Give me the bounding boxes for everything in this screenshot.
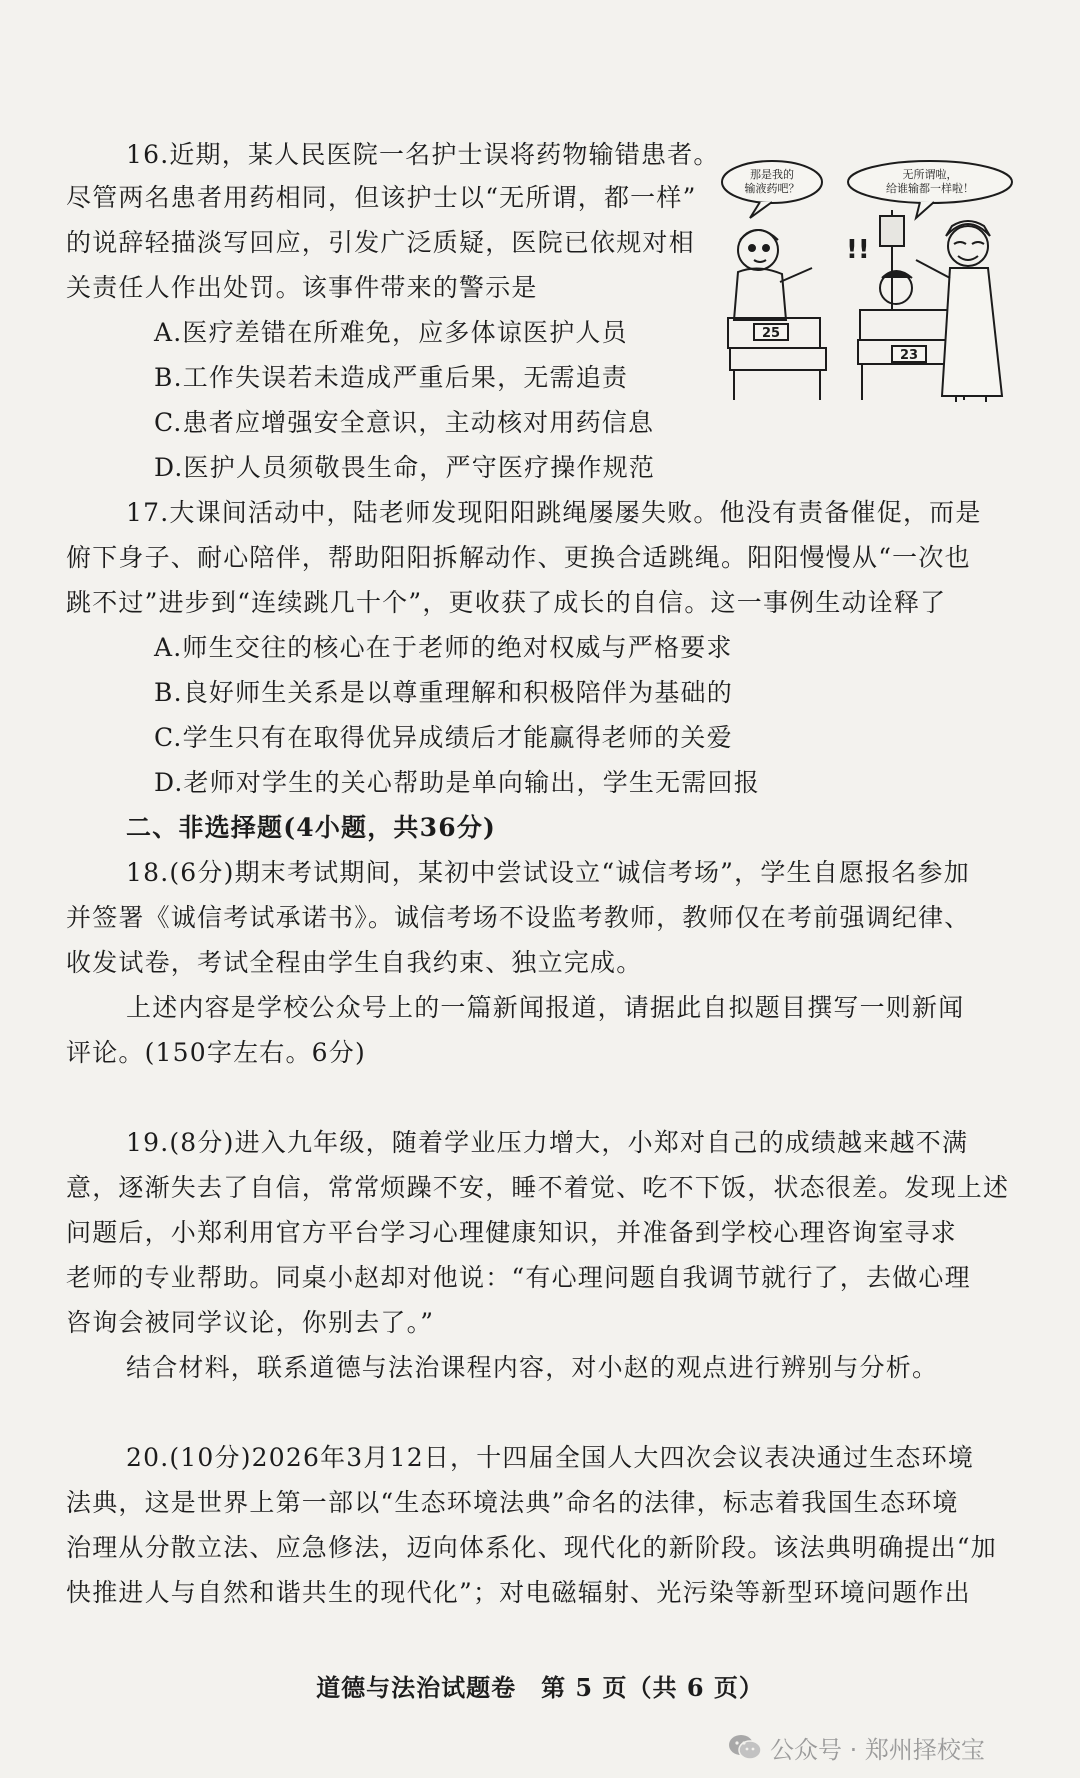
hospital-cartoon-image — [720, 160, 1025, 402]
q17-line-3: 跳不过”进步到“连续跳几十个”，更收获了成长的自信。这一事例生动诠释了 — [66, 588, 947, 617]
q19-line-6: 结合材料，联系道德与法治课程内容，对小赵的观点进行辨别与分析。 — [126, 1353, 939, 1382]
q19-line-5: 咨询会被同学议论，你别去了。” — [66, 1308, 435, 1337]
wechat-icon — [728, 1733, 762, 1761]
q17-option-a: A.师生交往的核心在于老师的绝对权威与严格要求 — [154, 633, 733, 662]
q19-line-2: 意，逐渐失去了自信，常常烦躁不安，睡不着觉、吃不下饭，状态很差。发现上述 — [66, 1173, 1010, 1202]
q16-line-4: 关责任人作出处罚。该事件带来的警示是 — [66, 273, 538, 302]
q17-option-b: B.良好师生关系是以尊重理解和积极陪伴为基础的 — [154, 678, 733, 707]
q16-line-2: 尽管两名患者用药相同，但该护士以“无所谓，都一样” — [66, 183, 697, 212]
q18-line-5: 评论。(150字左右。6分) — [66, 1038, 366, 1067]
q16-option-c: C.患者应增强安全意识，主动核对用药信息 — [154, 408, 655, 437]
q20-line-1: 20.(10分)2026年3月12日，十四届全国人大四次会议表决通过生态环境 — [126, 1443, 975, 1472]
cartoon-bed-number-left: 25 — [761, 326, 781, 341]
q18-line-4: 上述内容是学校公众号上的一篇新闻报道，请据此自拟题目撰写一则新闻 — [126, 993, 965, 1022]
q18-line-1: 18.(6分)期末考试期间，某初中尝试设立“诚信考场”，学生自愿报名参加 — [126, 858, 970, 887]
cartoon-bubble-right-line1: 无所谓啦， — [902, 168, 958, 181]
q16-line-1: 16.近期，某人民医院一名护士误将药物输错患者。 — [126, 140, 720, 169]
q19-line-1: 19.(8分)进入九年级，随着学业压力增大，小郑对自己的成绩越来越不满 — [126, 1128, 969, 1157]
q16-option-b: B.工作失误若未造成严重后果，无需追责 — [154, 363, 629, 392]
q16-option-a: A.医疗差错在所难免，应多体谅医护人员 — [154, 318, 628, 347]
q17-option-d: D.老师对学生的关心帮助是单向输出，学生无需回报 — [154, 768, 760, 797]
q17-option-c: C.学生只有在取得优异成绩后才能赢得老师的关爱 — [154, 723, 733, 752]
cartoon-bed-number-right: 23 — [899, 348, 919, 363]
watermark-text: 公众号 · 郑州择校宝 — [770, 1735, 985, 1764]
page-footer: 道德与法治试题卷 第 5 页（共 6 页） — [316, 1673, 764, 1702]
q18-line-3: 收发试卷，考试全程由学生自我约束、独立完成。 — [66, 948, 643, 977]
watermark — [728, 1730, 985, 1764]
q19-line-4: 老师的专业帮助。同桌小赵却对他说：“有心理问题自我调节就行了，去做心理 — [66, 1263, 971, 1292]
q16-option-d: D.医护人员须敬畏生命，严守医疗操作规范 — [154, 453, 656, 482]
q18-line-2: 并签署《诚信考试承诺书》。诚信考场不设监考教师，教师仅在考前强调纪律、 — [66, 903, 971, 932]
cartoon-bubble-right-line2: 给谁输都一样啦！ — [886, 182, 974, 195]
section-heading-non-choice: 二、非选择题(4小题，共36分) — [126, 813, 497, 842]
q17-line-1: 17.大课间活动中，陆老师发现阳阳跳绳屡屡失败。他没有责备催促，而是 — [126, 498, 982, 527]
q19-line-3: 问题后，小郑利用官方平台学习心理健康知识，并准备到学校心理咨询室寻求 — [66, 1218, 957, 1247]
q20-line-3: 治理从分散立法、应急修法，迈向体系化、现代化的新阶段。该法典明确提出“加 — [66, 1533, 997, 1562]
q16-line-3: 的说辞轻描淡写回应，引发广泛质疑，医院已依规对相 — [66, 228, 695, 257]
cartoon-bubble-left-line2: 输液药吧？ — [744, 182, 800, 195]
cartoon-bubble-left-line1: 那是我的 — [750, 168, 794, 181]
q20-line-2: 法典，这是世界上第一部以“生态环境法典”命名的法律，标志着我国生态环境 — [66, 1488, 959, 1517]
cartoon-exclamation: !! — [846, 235, 870, 265]
q20-line-4: 快推进人与自然和谐共生的现代化”；对电磁辐射、光污染等新型环境问题作出 — [66, 1578, 971, 1607]
q17-line-2: 俯下身子、耐心陪伴，帮助阳阳拆解动作、更换合适跳绳。阳阳慢慢从“一次也 — [66, 543, 971, 572]
